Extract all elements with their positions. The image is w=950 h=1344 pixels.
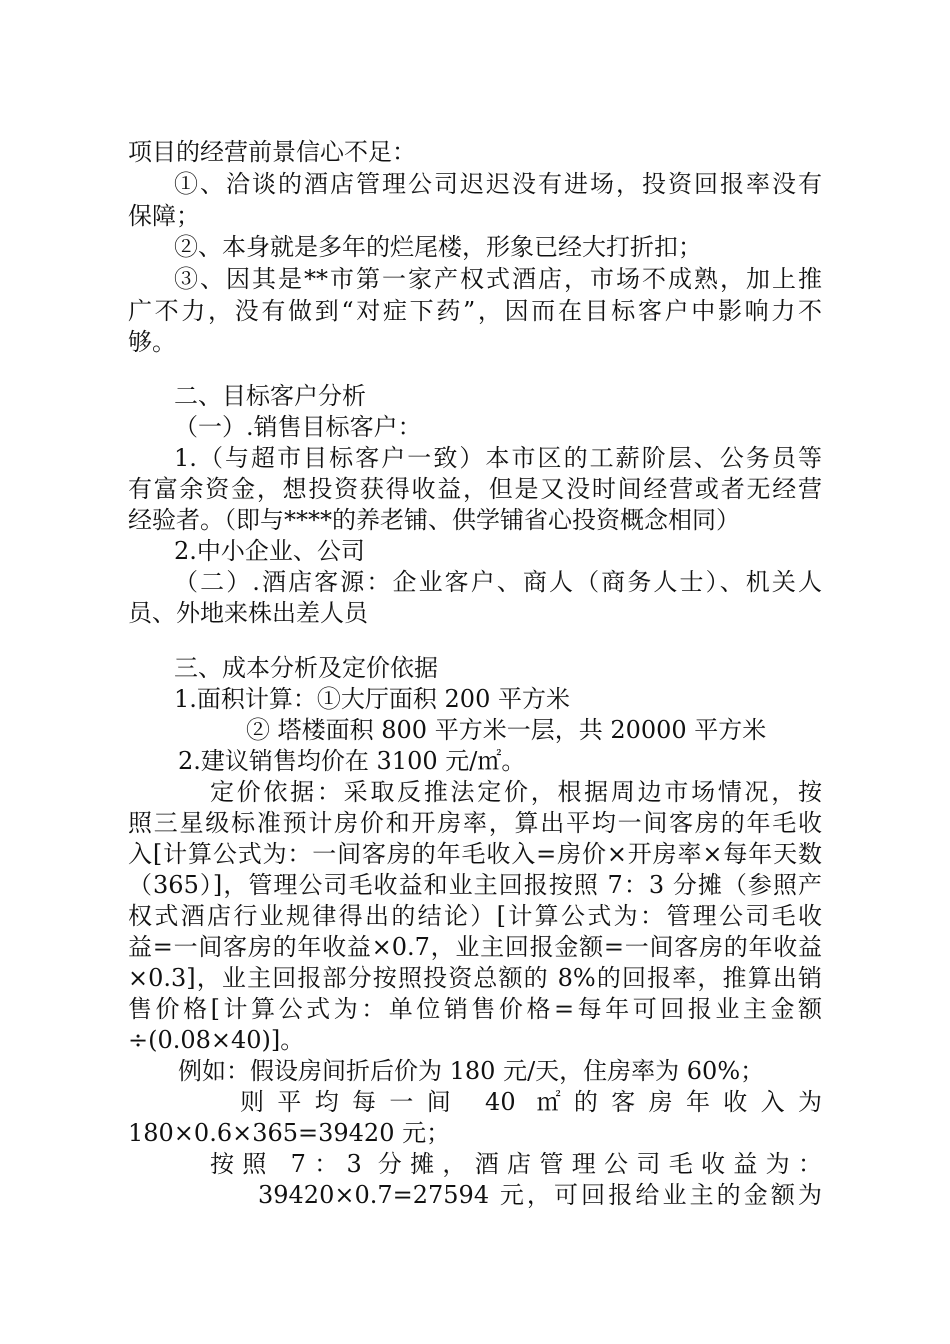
text-line: 经验者。（即与****的养老铺、供学铺省心投资概念相同）	[128, 506, 740, 534]
text-line: 益=一间客房的年收益×0.7，业主回报金额=一间客房的年收益	[128, 933, 822, 961]
text-line: 2.建议销售均价在 3100 元/㎡。	[178, 747, 526, 775]
section-heading: 二、目标客户分析	[174, 382, 366, 410]
text-line: 定价依据：采取反推法定价，根据周边市场情况，按	[210, 778, 822, 806]
text-line: 权式酒店行业规律得出的结论）[计算公式为：管理公司毛收	[128, 902, 822, 930]
text-line: ①、洽谈的酒店管理公司迟迟没有进场，投资回报率没有	[174, 170, 822, 198]
text-line: 入[计算公式为：一间客房的年毛收入=房价×开房率×每年天数	[128, 840, 822, 868]
text-line: 例如：假设房间折后价为 180 元/天，住房率为 60%；	[178, 1057, 765, 1085]
text-line: 有富余资金，想投资获得收益，但是又没时间经营或者无经营	[128, 475, 822, 503]
text-line: 1.面积计算：①大厅面积 200 平方米	[174, 685, 570, 713]
text-line: ÷(0.08×40)]。	[128, 1026, 305, 1054]
text-line: （365）]，管理公司毛收益和业主回报按照 7：3 分摊（参照产	[128, 871, 822, 899]
text-line: 员、外地来株出差人员	[128, 599, 368, 627]
text-line: 180×0.6×365=39420 元；	[128, 1119, 451, 1147]
subsection-heading: （二）.酒店客源：企业客户、商人（商务人士）、机关人	[174, 568, 822, 596]
text-line: ② 塔楼面积 800 平方米一层，共 20000 平方米	[246, 716, 767, 744]
text-line: 39420×0.7=27594 元，可回报给业主的金额为	[258, 1181, 822, 1209]
text-line: 保障；	[128, 202, 200, 230]
text-line: 照三星级标准预计房价和开房率，算出平均一间客房的年毛收	[128, 809, 822, 837]
subsection-heading: （一）.销售目标客户：	[174, 413, 422, 441]
text-line: 够。	[128, 328, 176, 356]
text-line: 广不力，没有做到“对症下药”，因而在目标客户中影响力不	[128, 297, 822, 325]
text-line: 则平均每一间 40 ㎡的客房年收入为	[240, 1088, 822, 1116]
text-line: 售价格[计算公式为：单位销售价格=每年可回报业主金额	[128, 995, 822, 1023]
text-line: 按照 7：3 分摊，酒店管理公司毛收益为：	[210, 1150, 822, 1178]
text-line: ③、因其是**市第一家产权式酒店，市场不成熟，加上推	[174, 265, 822, 293]
text-line: ②、本身就是多年的烂尾楼，形象已经大打折扣；	[174, 233, 702, 261]
text-line: 1.（与超市目标客户一致）本市区的工薪阶层、公务员等	[174, 444, 822, 472]
section-heading: 三、成本分析及定价依据	[174, 654, 438, 682]
text-line: 2.中小企业、公司	[174, 537, 365, 565]
text-line: 项目的经营前景信心不足：	[128, 138, 416, 166]
text-line: ×0.3]，业主回报部分按照投资总额的 8%的回报率，推算出销	[128, 964, 822, 992]
